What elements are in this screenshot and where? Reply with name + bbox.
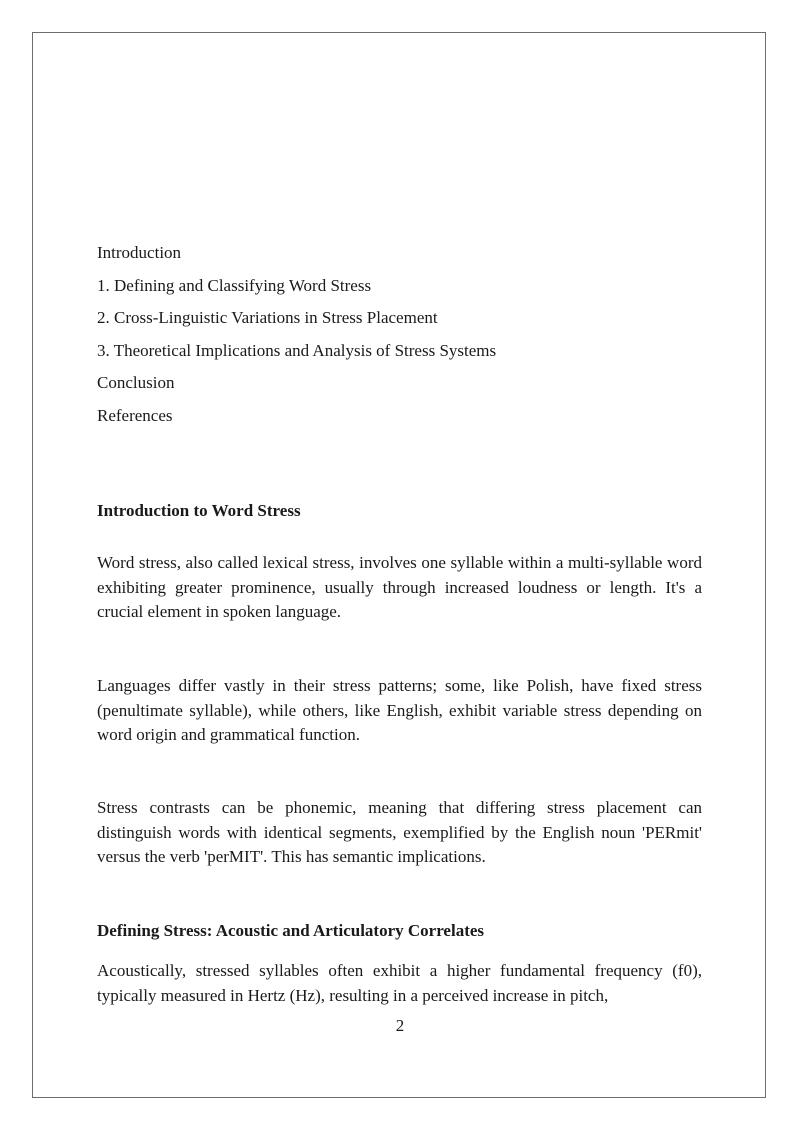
section-heading: Defining Stress: Acoustic and Articulatory Correlates — [97, 921, 485, 940]
intro-paragraph-3: Stress contrasts can be phonemic, meaning that differing stress placement can distinguish words with identical segments, exemplified by the English noun 'PERmit' versus the verb 'perMIT'. This has semantic implications. — [97, 798, 702, 866]
page-number: 2 — [395, 1016, 405, 1035]
toc-item-conclusion: Conclusion — [97, 373, 175, 392]
toc-item-section-1: 1. Defining and Classifying Word Stress — [97, 275, 372, 295]
toc-item-introduction: Introduction — [97, 243, 182, 262]
toc-item-section-3: 3. Theoretical Implications and Analysis of Stress Systems — [97, 340, 497, 360]
section-paragraph: Acoustically, stressed syllables often exhibit a higher fundamental frequency (f0), typically measured in Hertz (Hz), resulting in a perceived increase in pitch, — [97, 961, 702, 1005]
intro-heading: Introduction to Word Stress — [97, 501, 301, 520]
intro-paragraph-1: Word stress, also called lexical stress, involves one syllable within a multi-syllable word exhibiting greater prominence, usually through increased loudness or length. It's a crucial element in spoken language. — [97, 553, 702, 621]
toc-item-section-2: 2. Cross-Linguistic Variations in Stress Placement — [97, 308, 438, 327]
intro-paragraph-2: Languages differ vastly in their stress patterns; some, like Polish, have fixed stress (penultimate syllable), while others, like English, exhibit variable stress depending on word origin and grammatical function. — [97, 676, 702, 744]
toc-item-references: References — [97, 405, 173, 425]
table-of-contents — [97, 242, 702, 437]
